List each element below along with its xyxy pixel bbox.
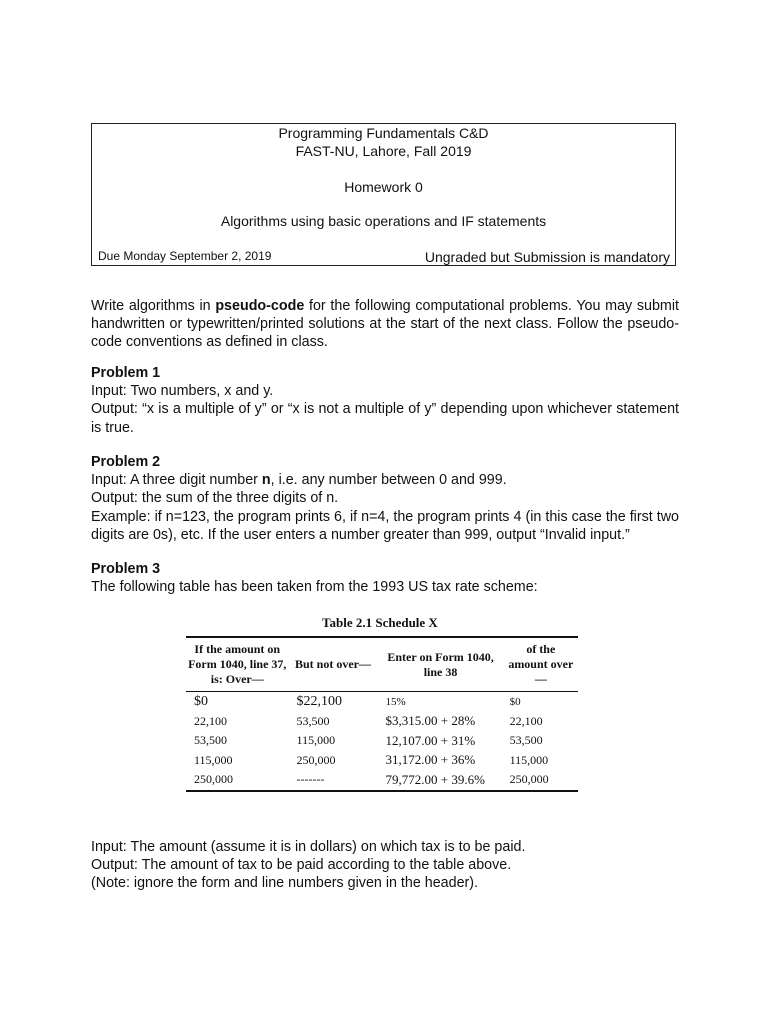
- problem-1-output: Output: “x is a multiple of y” or “x is not a multiple of y” depending upon whichever statement is true.: [91, 401, 679, 436]
- table-header: But not over—: [289, 637, 378, 692]
- header-box: [91, 123, 676, 266]
- course-title: Programming Fundamentals C&D: [278, 125, 489, 141]
- due-date: Due Monday September 2, 2019: [98, 249, 272, 263]
- problem-3-io: [91, 838, 679, 893]
- problem-3-output: Output: The amount of tax to be paid according to the table above.: [91, 857, 512, 874]
- problem-3-input: Input: The amount (assume it is in dollars) on which tax is to be paid.: [91, 839, 526, 855]
- pseudo-code-term: pseudo-code: [215, 298, 305, 314]
- problem-3-intro: The following table has been taken from the 1993 US tax rate scheme:: [91, 579, 538, 596]
- table-row: $0 $22,100 15% $0: [194, 693, 521, 709]
- intro-paragraph: Write algorithms in pseudo-code for the following computational problems. You may submit handwritten or typewritten/printed solutions at the start of the next class. Follow the pseudo-code conventions as defined in class.: [91, 298, 679, 351]
- topic: Algorithms using basic operations and IF statements: [220, 213, 547, 229]
- table-row: 53,500 115,000 12,107.00 + 31% 53,500: [194, 732, 543, 748]
- problem-2-example: Example: if n=123, the program prints 6, if n=4, the program prints 4 (in this case the first two digits are 0s), etc. If the user enters a number greater than 999, output “Invalid input.”: [91, 508, 679, 543]
- table-header: of the amount over—: [504, 637, 578, 692]
- table-row: 250,000 ------- 79,772.00 + 39.6% 250,000: [186, 770, 578, 791]
- tax-table: [186, 636, 578, 792]
- problem-1-title: Problem 1: [91, 365, 161, 381]
- table-title: Table 2.1 Schedule X: [322, 615, 438, 630]
- problem-2-input: Input: A three digit number n, i.e. any number between 0 and 999.: [91, 472, 507, 489]
- problem-1-input: Input: Two numbers, x and y.: [91, 383, 274, 400]
- problem-2-output: Output: the sum of the three digits of n.: [91, 490, 339, 507]
- problem-3-title: Problem 3: [91, 561, 161, 577]
- table-row: 115,000 250,000 31,172.00 + 36% 115,000: [194, 752, 549, 768]
- problem-1: [91, 364, 679, 437]
- table-row: 22,100 53,500 $3,315.00 + 28% 22,100: [194, 713, 543, 729]
- table-header: Enter on Form 1040, line 38: [377, 637, 503, 692]
- problem-3: [91, 560, 679, 596]
- problem-3-note: (Note: ignore the form and line numbers given in the header).: [91, 875, 479, 892]
- institution: FAST-NU, Lahore, Fall 2019: [295, 143, 472, 159]
- table-header: If the amount on Form 1040, line 37, is: Over—: [186, 637, 289, 692]
- homework-title: Homework 0: [344, 179, 423, 195]
- problem-2-title: Problem 2: [91, 454, 161, 470]
- grading-note: Ungraded but Submission is mandatory: [424, 249, 670, 265]
- problem-2: [91, 453, 679, 544]
